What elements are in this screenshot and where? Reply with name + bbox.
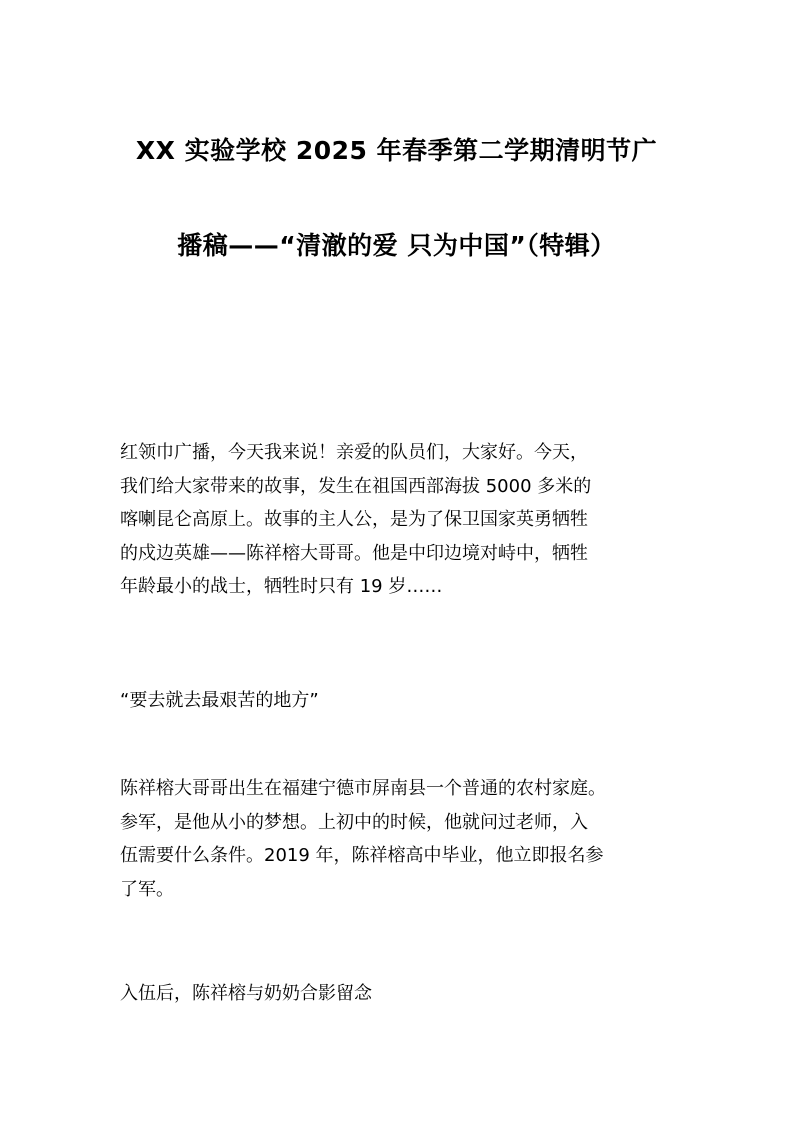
paragraph-line: 参军，是他从小的梦想。上初中的时候，他就问过老师，入 (120, 811, 588, 833)
paragraph-line: 了军。 (120, 878, 174, 900)
paragraph-line: 陈祥榕大哥哥出生在福建宁德市屏南县一个普通的农村家庭。 (120, 778, 606, 799)
paragraph-line: 伍需要什么条件。2019 年，陈祥榕高中毕业，他立即报名参 (120, 845, 604, 866)
subheading-line: “要去就去最艰苦的地方” (120, 690, 319, 711)
paragraph-intro (120, 436, 720, 604)
caption-line: 入伍后，陈祥榕与奶奶合影留念 (120, 983, 372, 1004)
paragraph-line: 我们给大家带来的故事，发生在祖国西部海拔 5000 多米的 (120, 475, 592, 497)
section-subheading (120, 684, 720, 718)
paragraph-line: 年龄最小的战士，牺牲时只有 19 岁…… (120, 576, 443, 597)
document-title-line-1: XX 实验学校 2025 年春季第二学期清明节广 (135, 136, 658, 165)
paragraph-line: 的戍边英雄——陈祥榕大哥哥。他是中印边境对峙中，牺牲 (120, 542, 588, 564)
document-title-line-2: 播稿——“清澈的爱 只为中国”（特辑） (177, 231, 616, 260)
paragraph-background (120, 772, 720, 906)
paragraph-line: 喀喇昆仑高原上。故事的主人公，是为了保卫国家英勇牺牲 (120, 509, 588, 530)
image-caption (120, 977, 720, 1011)
paragraph-line: 红领巾广播，今天我来说！亲爱的队员们，大家好。今天， (120, 442, 588, 463)
